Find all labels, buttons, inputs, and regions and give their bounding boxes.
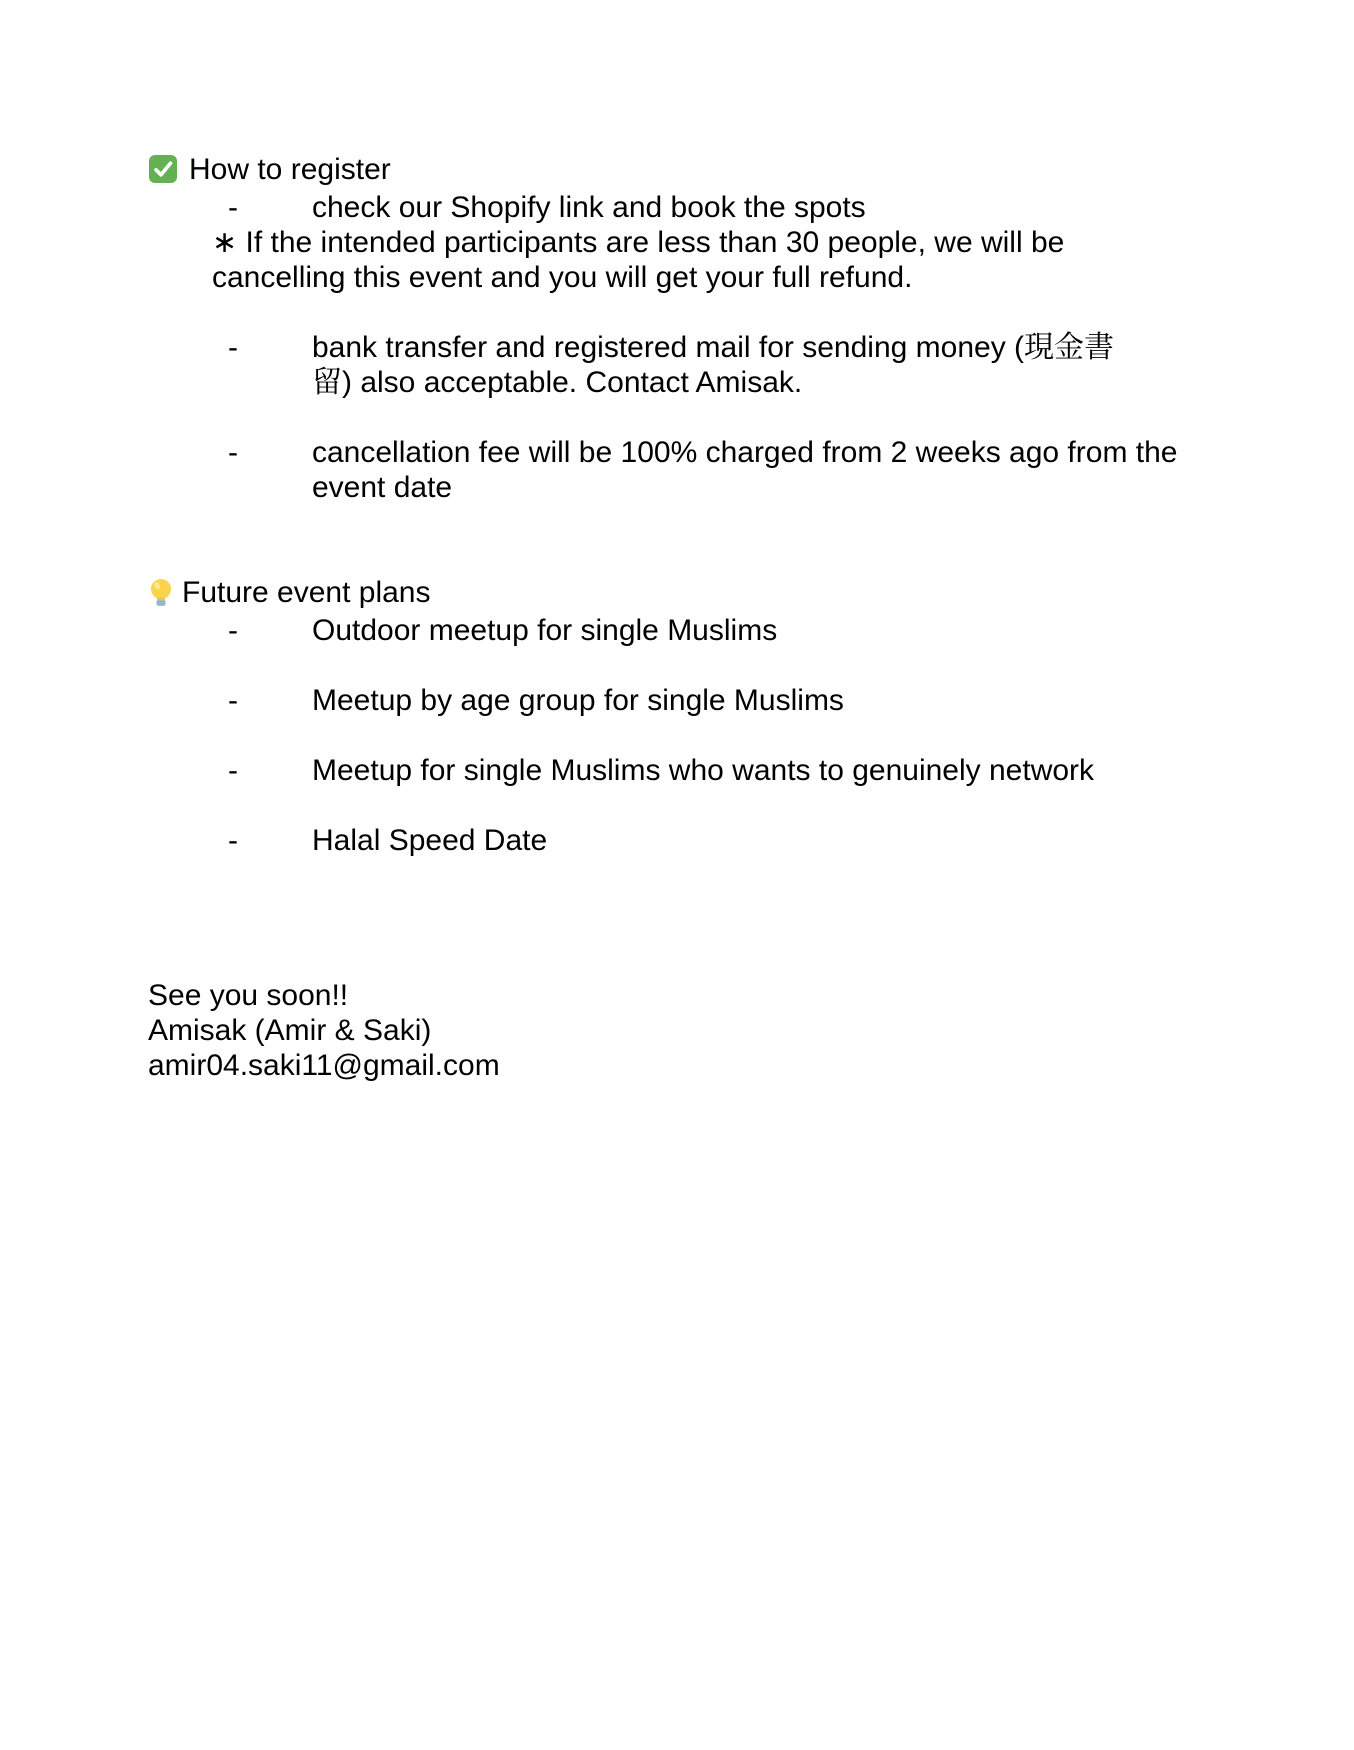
section-how-to-register — [148, 152, 1354, 505]
bullet-dash-marker: - — [228, 824, 238, 857]
refund-note — [212, 225, 1152, 295]
list-item-shopify — [228, 190, 1354, 225]
list-item-shopify-text: check our Shopify link and book the spots — [312, 191, 866, 224]
list-item-network-meetup-text: Meetup for single Muslims who wants to genuinely network — [312, 754, 1095, 787]
organizer-name: Amisak (Amir & Saki) — [148, 1014, 432, 1047]
list-item-halal-speed-date — [228, 823, 1354, 858]
refund-note-text: If the intended participants are less than 30 people, we will be cancelling this event and you will get your full refund. — [212, 226, 1065, 294]
section-future-event-plans — [148, 575, 1354, 858]
register-heading — [148, 152, 1354, 190]
list-item-network-meetup — [228, 753, 1354, 788]
list-item-age-group-meetup-text: Meetup by age group for single Muslims — [312, 684, 844, 717]
list-item-outdoor-meetup-text: Outdoor meetup for single Muslims — [312, 614, 778, 647]
light-bulb-emoji-icon — [148, 578, 174, 616]
bullet-dash-marker: - — [228, 614, 238, 647]
asterisk-marker: ∗ — [212, 226, 238, 259]
list-item-outdoor-meetup — [228, 613, 1354, 648]
list-item-age-group-meetup — [228, 683, 1354, 718]
white-check-mark-emoji-icon — [148, 154, 178, 192]
future-plans-heading — [148, 575, 1354, 613]
future-plans-heading-label: Future event plans — [182, 576, 431, 609]
list-item-cancellation-fee — [228, 435, 1354, 505]
bullet-dash-marker: - — [228, 436, 238, 469]
bullet-dash-marker: - — [228, 754, 238, 787]
bullet-dash-marker: - — [228, 191, 238, 224]
signature-block — [148, 978, 1354, 1083]
list-item-cancellation-fee-text: cancellation fee will be 100% charged from 2 weeks ago from the event date — [312, 436, 1178, 504]
list-item-halal-speed-date-text: Halal Speed Date — [312, 824, 548, 857]
list-item-bank-transfer-text: bank transfer and registered mail for sending money (現金書留) also acceptable. Contact Amisak. — [312, 331, 1115, 399]
contact-email: amir04.saki11@gmail.com — [148, 1049, 500, 1082]
register-heading-label: How to register — [189, 153, 391, 186]
list-item-bank-transfer — [228, 330, 1354, 400]
bullet-dash-marker: - — [228, 331, 238, 364]
closing-line: See you soon!! — [148, 979, 349, 1012]
bullet-dash-marker: - — [228, 684, 238, 717]
